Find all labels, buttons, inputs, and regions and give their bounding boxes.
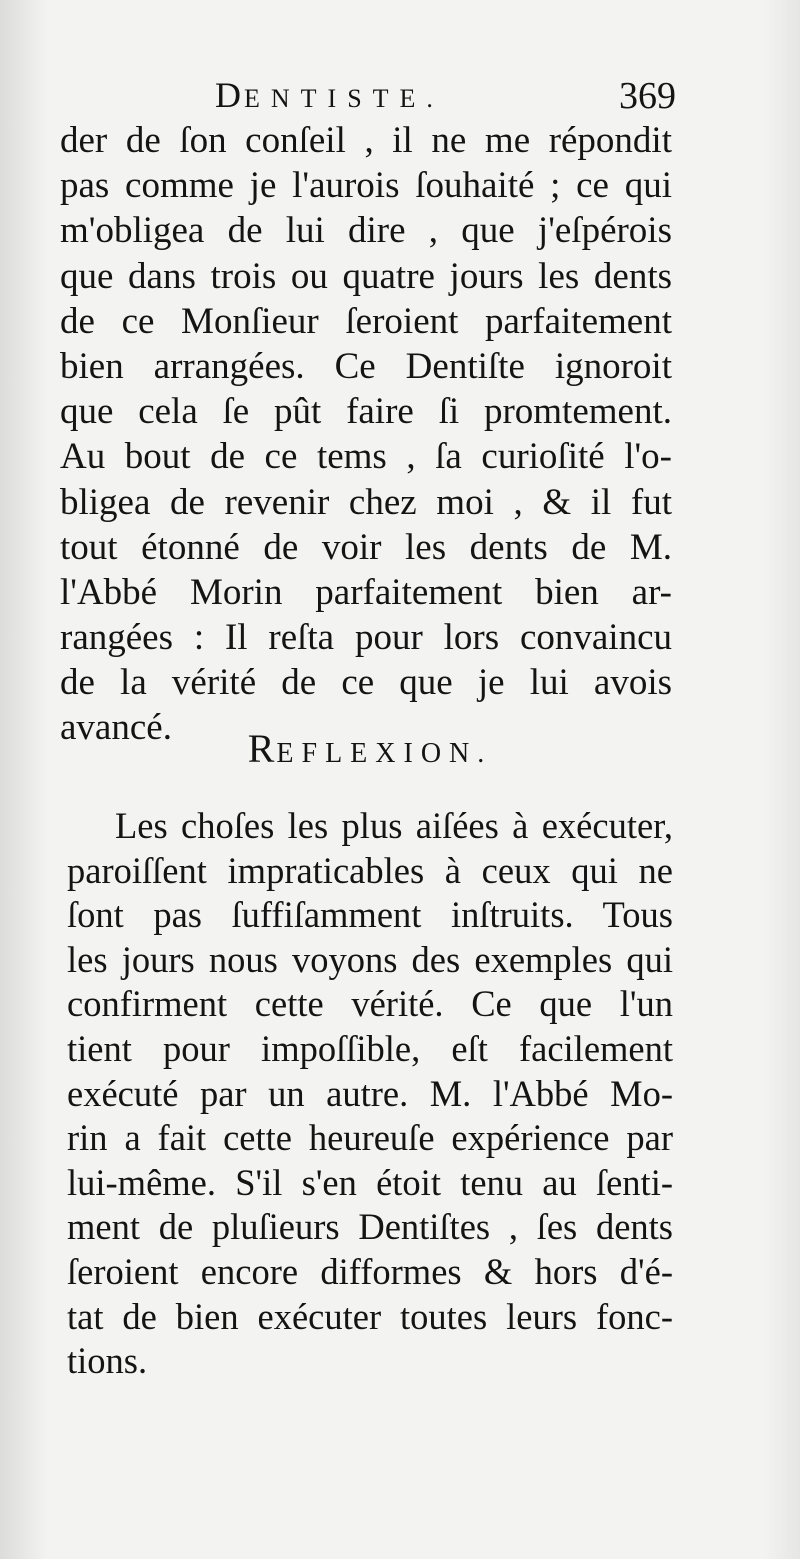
text-line: bligea de revenir chez moi , & il fut	[60, 481, 672, 523]
text-line: paroiſſent impraticables à ceux qui ne	[67, 849, 673, 891]
reflexion-paragraph	[67, 804, 673, 1384]
text-line: avancé.	[60, 707, 172, 749]
section-heading	[60, 724, 680, 774]
text-line: tient pour impoſſible, eſt facilement	[67, 1027, 673, 1069]
text-line: der de ſon conſeil , il ne me répondit	[60, 120, 672, 161]
section-heading-initial: R	[247, 726, 277, 771]
text-line: ſont pas ſuffiſamment inſtruits. Tous	[67, 894, 673, 936]
text-line: Au bout de ce tems , ſa curioſité l'o-	[60, 436, 672, 478]
text-line: exécuté par un autre. M. l'Abbé Mo-	[67, 1072, 673, 1114]
text-line: bien arrangées. Ce Dentiſte ignoroit	[60, 345, 672, 387]
running-head-rest: ENTISTE.	[244, 84, 444, 113]
text-line: que dans trois ou quatre jours les dents	[60, 255, 672, 297]
text-line: tat de bien exécuter toutes leurs fonc-	[67, 1295, 673, 1337]
running-head	[215, 74, 444, 116]
text-line: rangées : Il reſta pour lors convaincu	[60, 617, 672, 659]
page-header	[60, 70, 680, 122]
text-line: Les choſes les plus aiſées à exécuter,	[115, 805, 673, 846]
text-line: ment de pluſieurs Dentiſtes , ſes dents	[67, 1206, 673, 1248]
text-line: pas comme je l'aurois ſouhaité ; ce qui	[60, 165, 672, 207]
text-line: tout étonné de voir les dents de M.	[60, 526, 672, 568]
page-number: 369	[619, 75, 676, 117]
paragraph-continued	[60, 118, 672, 751]
text-line: de ce Monſieur ſeroient parfaitement	[60, 300, 672, 342]
text-line: lui-même. S'il s'en étoit tenu au ſenti-	[67, 1161, 673, 1203]
text-line: tions.	[67, 1340, 148, 1382]
text-line: confirment cette vérité. Ce que l'un	[67, 983, 673, 1025]
text-line: les jours nous voyons des exemples qui	[67, 938, 673, 980]
running-head-initial: D	[215, 75, 244, 115]
text-line: rin a fait cette heureuſe expérience par	[67, 1117, 673, 1159]
text-line: m'obligea de lui dire , que j'eſpérois	[60, 210, 672, 252]
text-line: ſeroient encore difformes & hors d'é-	[67, 1250, 673, 1292]
page-edge	[764, 0, 800, 1559]
text-line: de la vérité de ce que je lui avois	[60, 662, 672, 704]
text-line: que cela ſe pût faire ſi promtement.	[60, 391, 672, 433]
text-line: l'Abbé Morin parfaitement bien ar-	[60, 571, 672, 613]
section-heading-rest: EFLEXION.	[276, 738, 493, 769]
page-gutter-shadow	[0, 0, 48, 1559]
